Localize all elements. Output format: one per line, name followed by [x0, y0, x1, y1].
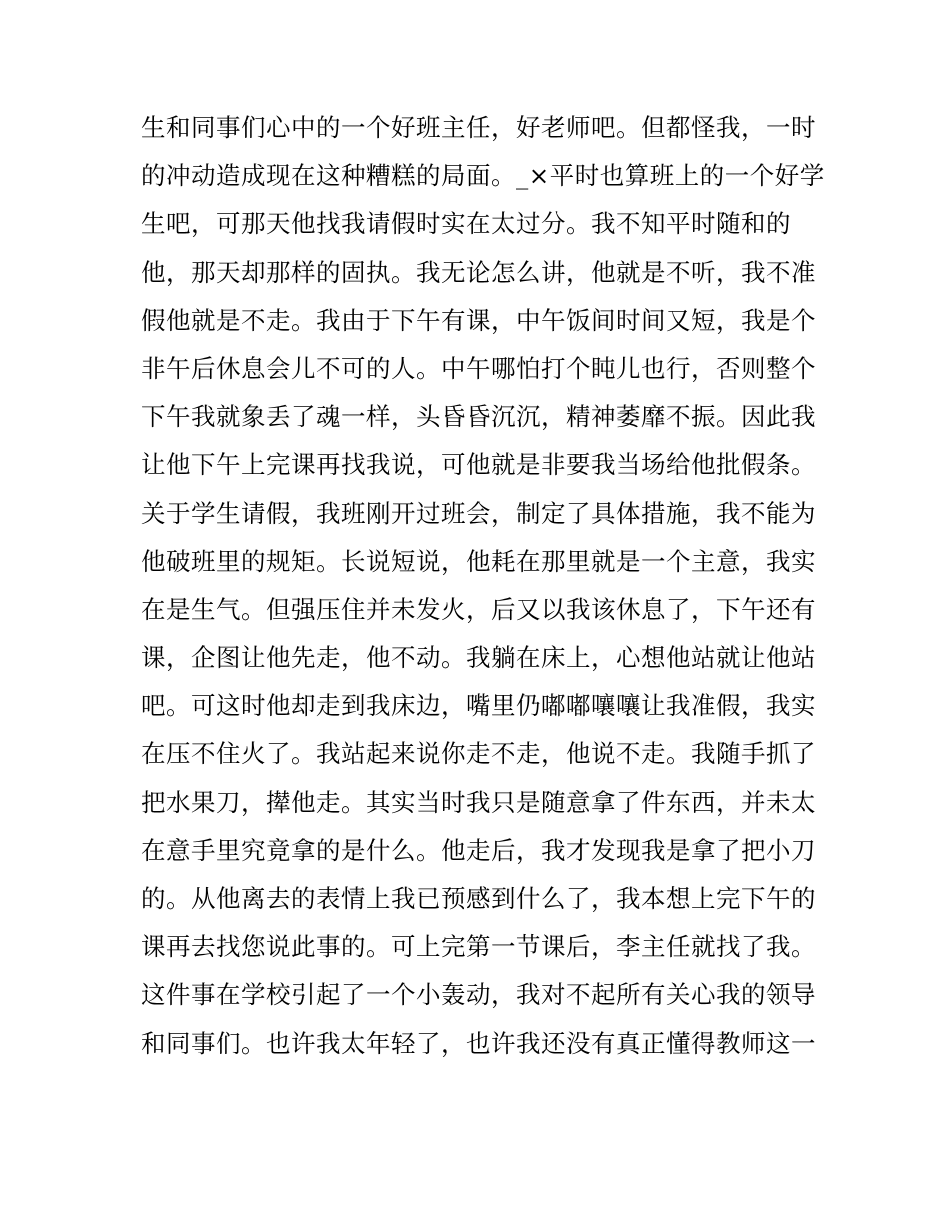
text-line: 吧。可这时他却走到我床边，嘴里仍嘟嘟嚷嚷让我准假，我实 — [141, 691, 816, 721]
text-line: 让他下午上完课再找我说，可他就是非要我当场给他批假条。 — [141, 450, 816, 480]
body-text — [141, 104, 825, 1068]
text-line: 假他就是不走。我由于下午有课，中午饭间时间又短，我是个 — [141, 305, 816, 335]
text-line: 在压不住火了。我站起来说你走不走，他说不走。我随手抓了 — [141, 739, 816, 769]
text-line: 关于学生请假，我班刚开过班会，制定了具体措施，我不能为 — [141, 498, 816, 528]
text-line: 生吧，可那天他找我请假时实在太过分。我不知平时随和的 — [141, 209, 791, 239]
text-line: 生和同事们心中的一个好班主任，好老师吧。但都怪我，一时 — [141, 113, 816, 142]
text-line: 在意手里究竟拿的是什么。他走后，我才发现我是拿了把小刀 — [141, 835, 816, 865]
text-line: 非午后休息会儿不可的人。中午哪怕打个盹儿也行，否则整个 — [141, 353, 816, 383]
text-line: 把水果刀，撵他走。其实当时我只是随意拿了件东西，并未太 — [141, 787, 816, 817]
text-line: 的。从他离去的表情上我已预感到什么了，我本想上完下午的 — [141, 884, 816, 913]
text-line: 在是生气。但强压住并未发火，后又以我该休息了，下午还有 — [141, 594, 816, 624]
text-line: 和同事们。也许我太年轻了，也许我还没有真正懂得教师这一 — [141, 1028, 816, 1058]
text-line: 这件事在学校引起了一个小轰动，我对不起所有关心我的领导 — [141, 980, 816, 1010]
text-line: 他破班里的规矩。长说短说，他耗在那里就是一个主意，我实 — [141, 546, 816, 576]
text-line: 的冲动造成现在这种糟糕的局面。_×平时也算班上的一个好学 — [141, 161, 825, 191]
text-line: 他，那天却那样的固执。我无论怎么讲，他就是不听，我不准 — [141, 257, 816, 287]
text-line: 下午我就象丢了魂一样，头昏昏沉沉，精神萎靡不振。因此我 — [141, 402, 816, 432]
text-line: 课再去找您说此事的。可上完第一节课后，李主任就找了我。 — [141, 932, 816, 962]
text-line: 课，企图让他先走，他不动。我躺在床上，心想他站就让他站 — [141, 643, 816, 673]
